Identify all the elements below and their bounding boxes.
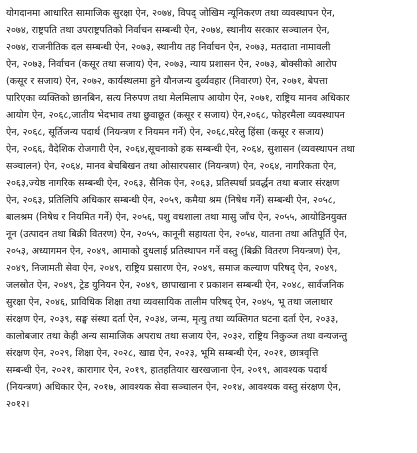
text-line: २०५३, अध्यागमन ऐन, २०४९, आमाको दुधलाई प्रतिस्थापन गर्ने वस्तु (बिक्री वितरण नियन्त्रण) ऐन, — [6, 246, 341, 257]
text-line: (कसूर र सजाय) ऐन, २०७२, कार्यस्थलमा हुने यौनजन्य दुर्व्यवहार (निवारण) ऐन, २०७१, बेपत्ता — [6, 76, 328, 87]
text-line: २०७४, राजनीतिक दल सम्बन्धी ऐन, २०७३, स्थानीय तह निर्वाचन ऐन, २०७३, मतदाता नामावली — [6, 42, 331, 53]
text-line: ऐन, २०६६, वैदेशिक रोजगारी ऐन, २०६४,सूचनाको हक सम्बन्धी ऐन, २०६४, सुशासन (व्यवस्थापन तथा — [6, 144, 355, 155]
text-line: सम्बन्धी ऐन, २०२१, कारागार ऐन, २०१९, हातहतियार खरखजाना ऐन, २०१९, आवश्यक पदार्थ — [6, 365, 328, 376]
text-line: कालोबजार तथा केही अन्य सामाजिक अपराध तथा सजाय ऐन, २०३२, राष्ट्रिय निकुञ्ज तथा वन्यजन्तु — [6, 331, 348, 342]
text-line: ऐन, २०६८, सूर्तिजन्य पदार्थ (नियन्त्रण र नियमन गर्ने) ऐन, २०६८,घरेलु हिंसा (कसूर र सजाय) — [6, 127, 324, 138]
text-line: ऐन, २०६३, प्रतिलिपि अधिकार सम्बन्धी ऐन, २०५९, कमैया श्रम (निषेध गर्ने) सम्बन्धी ऐन, २०५८, — [6, 195, 336, 206]
text-line: योगदानमा आधारित सामाजिक सुरक्षा ऐन, २०७४, विपद् जोखिम न्यूनिकरण तथा व्यवस्थापन ऐन, — [6, 8, 335, 19]
text-line: २०६३,ज्येष्ठ नागरिक सम्बन्धी ऐन, २०६३, सैनिक ऐन, २०६३, प्रतिस्पर्धा प्रवर्द्धन तथा बजार संरक्षण — [6, 178, 340, 189]
text-line: नून (उत्पादन तथा बिक्री वितरण) ऐन, २०५५, कानूनी सहायता ऐन, २०५४, यातना तथा अतिपूर्ति ऐन, — [6, 229, 348, 240]
text-line: सुरक्षा ऐन, २०४६, प्राविधिक शिक्षा तथा व्यवसायिक तालीम परिषद् ऐन, २०४५, भू तथा जलाधार — [6, 297, 333, 308]
text-line: (नियन्त्रण) अधिकार ऐन, २०१७, आवश्यक सेवा सञ्चालन ऐन, २०१४, आवश्यक वस्तु संरक्षण ऐन, — [6, 382, 341, 393]
text-line: संरक्षण ऐन, २०३९, सङ्घ संस्था दर्ता ऐन, २०३४, जन्म, मृत्यु तथा व्यक्तिगत घटना दर्ता ऐन, २०३३, — [6, 314, 339, 325]
text-line: ऐन, २०७३, निर्वाचन (कसूर तथा सजाय) ऐन, २०७३, न्याय प्रशासन ऐन, २०७३, बोक्सीको आरोप — [6, 59, 337, 70]
text-line: आयोग ऐन, २०६८,जातीय भेदभाव तथा छुवाछूत (कसूर र सजाय) ऐन,२०६८, फोहरमैला व्यवस्थापन — [6, 110, 345, 121]
text-line: २०१२। — [6, 399, 30, 410]
text-line: जलस्रोत ऐन, २०४९, ट्रेड युनियन ऐन, २०४९, छापाखाना र प्रकाशन सम्बन्धी ऐन, २०४८, सार्वजनिक — [6, 280, 344, 291]
text-line: २०७४, राष्ट्रपति तथा उपराष्ट्रपतिको निर्वाचन सम्बन्धी ऐन, २०७४, स्थानीय सरकार सञ्चालन ऐन, — [6, 25, 330, 36]
text-line: २०४९, निजामती सेवा ऐन, २०४९, राष्ट्रिय प्रसारण ऐन, २०४९, समाज कल्याण परिषद् ऐन, २०४९, — [6, 263, 338, 274]
text-line: पारिएका व्यक्तिको छानबिन, सत्य निरुपण तथा मेलमिलाप आयोग ऐन, २०७१, राष्ट्रिय मानव अधिकार — [6, 93, 350, 104]
text-line: सञ्चालन) ऐन, २०६४, मानव बेचबिखन तथा ओसारपसार (नियन्त्रण) ऐन, २०६४, नागरिकता ऐन, — [6, 161, 337, 172]
text-line: बालश्रम (निषेध र नियमित गर्ने) ऐन, २०५६, पशु वधशाला तथा मासु जाँच ऐन, २०५५, आयोडिनयुक्त — [6, 212, 347, 223]
text-line: संरक्षण ऐन, २०२९, शिक्षा ऐन, २०२८, खाद्य ऐन, २०२३, भूमि सम्बन्धी ऐन, २०२१, छात्रवृत्ति — [6, 348, 319, 359]
acts-list-paragraph — [6, 5, 412, 413]
